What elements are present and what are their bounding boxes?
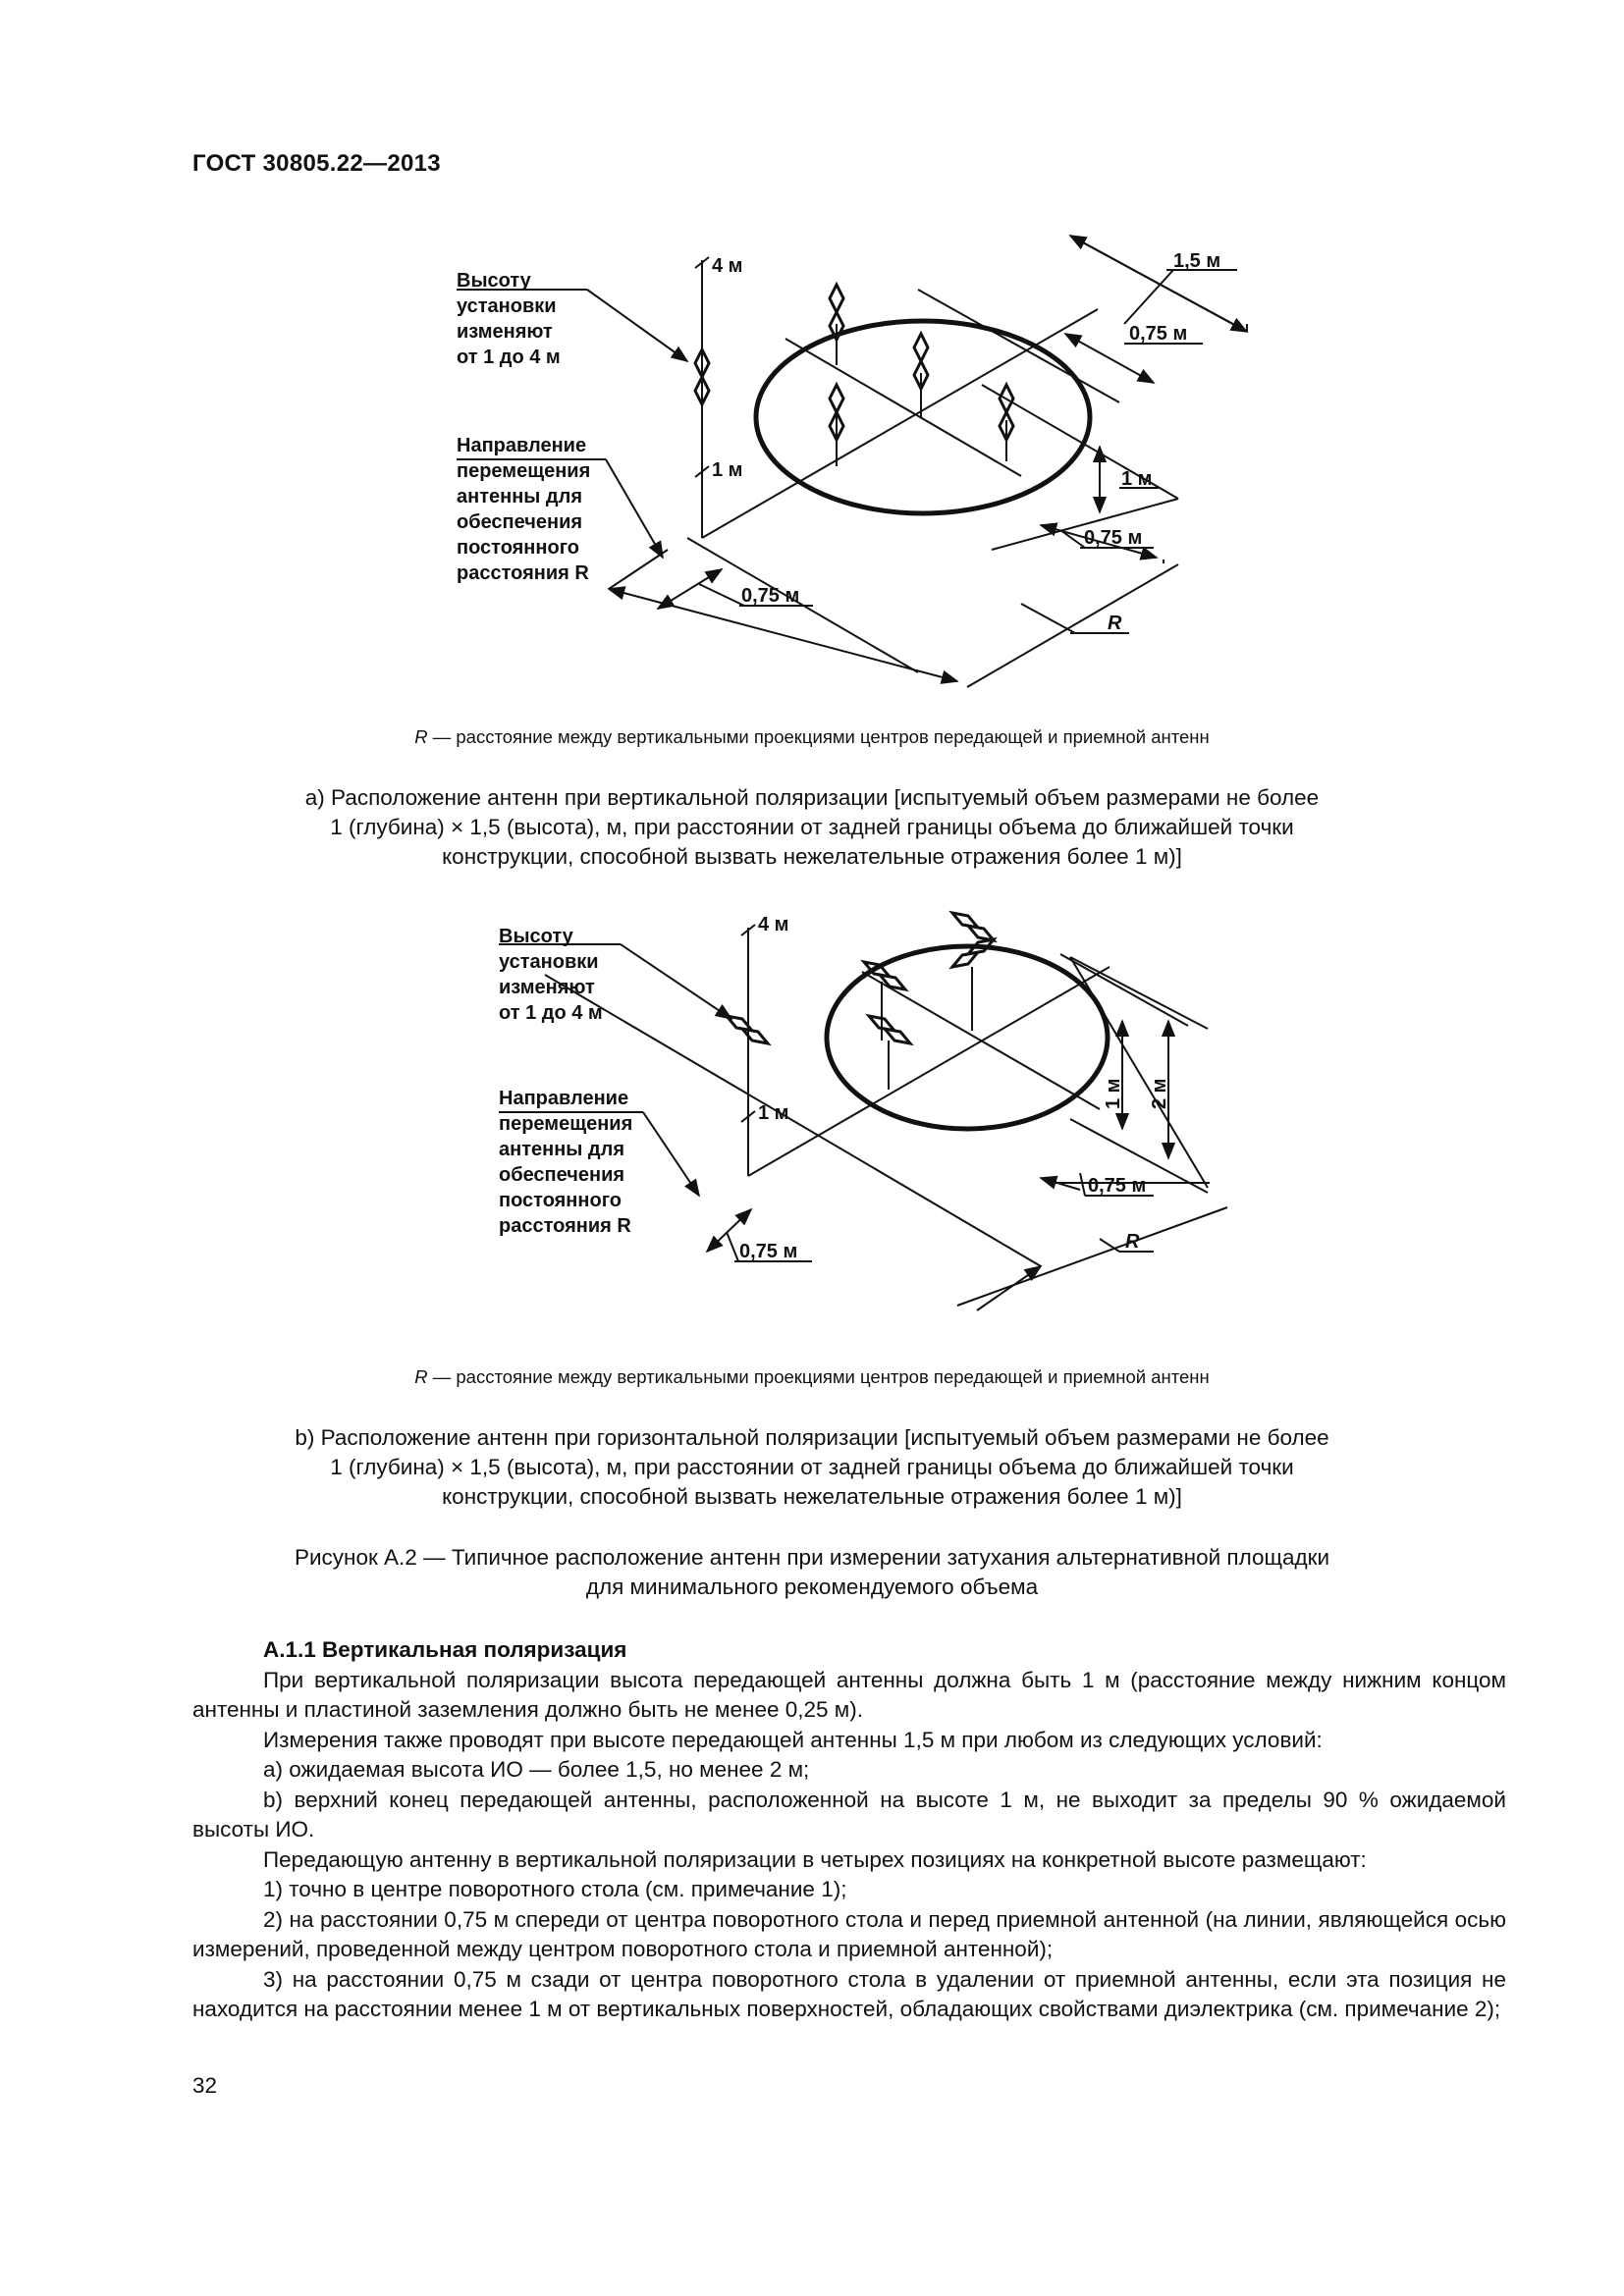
dim-4m-label: 4 м bbox=[758, 914, 789, 935]
figure-title-line: Рисунок А.2 — Типичное расположение антенн при измерении затухания альтернативной площадки bbox=[294, 1545, 1330, 1570]
page-number: 32 bbox=[192, 2073, 218, 2098]
direction-note-line4: обеспечения bbox=[499, 1164, 625, 1186]
direction-note-line5: постоянного bbox=[499, 1190, 622, 1211]
dim-075-left-label: 0,75 м bbox=[739, 1241, 798, 1262]
paragraph: b) верхний конец передающей антенны, расположенной на высоте 1 м, не выходит за пределы 90 % ожидаемой высоты ИО. bbox=[192, 1787, 1506, 1842]
legend-variable: R bbox=[414, 726, 428, 747]
caption-line: b) Расположение антенн при горизонтальной поляризации [испытуемый объем размерами не более bbox=[295, 1425, 1329, 1450]
legend-text: — расстояние между вертикальными проекциями центров передающей и приемной антенн bbox=[427, 726, 1210, 747]
dim-2m-vert-label: 2 м bbox=[1149, 1078, 1170, 1109]
height-note-line2: установки bbox=[499, 951, 599, 973]
dim-075-right-label: 0,75 м bbox=[1084, 527, 1143, 549]
section-body bbox=[192, 1635, 1506, 2025]
document-header: ГОСТ 30805.22—2013 bbox=[192, 150, 441, 177]
paragraph: Передающую антенну в вертикальной поляризации в четырех позициях на конкретной высоте размещают: bbox=[263, 1846, 1367, 1872]
caption-line: 1 (глубина) × 1,5 (высота), м, при расстоянии от задней границы объема до ближайшей точки bbox=[330, 815, 1294, 839]
dim-075-right-label: 0,75 м bbox=[1088, 1175, 1147, 1197]
direction-note-line6: расстояния R bbox=[457, 562, 589, 584]
dim-075-top-label: 0,75 м bbox=[1129, 323, 1188, 345]
direction-note-line2: перемещения bbox=[499, 1113, 633, 1135]
dim-r-label: R bbox=[1108, 613, 1122, 634]
caption-line: конструкции, способной вызвать нежелательные отражения более 1 м)] bbox=[442, 1484, 1182, 1509]
direction-note-line6: расстояния R bbox=[499, 1215, 631, 1237]
direction-note-line5: постоянного bbox=[457, 537, 579, 559]
section-heading: А.1.1 Вертикальная поляризация bbox=[263, 1637, 627, 1662]
height-note-line3: изменяют bbox=[457, 321, 553, 343]
legend-text: — расстояние между вертикальными проекциями центров передающей и приемной антенн bbox=[427, 1366, 1210, 1387]
direction-note-line1: Направление bbox=[457, 435, 587, 456]
direction-note-line3: антенны для bbox=[457, 486, 582, 507]
caption-line: конструкции, способной вызвать нежелательные отражения более 1 м)] bbox=[442, 844, 1182, 869]
dim-r-label: R bbox=[1125, 1231, 1140, 1253]
paragraph: 2) на расстоянии 0,75 м спереди от центра поворотного стола и перед приемной антенной (на линии, являющейся осью измерений, проведенной между центром поворотного стола и приемной антенной); bbox=[192, 1906, 1506, 1961]
figure-title bbox=[192, 1543, 1432, 1602]
caption-line: 1 (глубина) × 1,5 (высота), м, при расстоянии от задней границы объема до ближайшей точки bbox=[330, 1455, 1294, 1479]
legend-variable: R bbox=[414, 1366, 428, 1387]
height-note-line4: от 1 до 4 м bbox=[499, 1002, 603, 1024]
dim-1m-mast-label: 1 м bbox=[712, 459, 743, 481]
paragraph: Измерения также проводят при высоте передающей антенны 1,5 м при любом из следующих условий: bbox=[263, 1727, 1323, 1752]
paragraph: а) ожидаемая высота ИО — более 1,5, но менее 2 м; bbox=[263, 1757, 810, 1782]
caption-line: а) Расположение антенн при вертикальной поляризации [испытуемый объем размерами не более bbox=[304, 785, 1320, 810]
direction-note-line4: обеспечения bbox=[457, 511, 583, 533]
dim-1m-mast-label: 1 м bbox=[758, 1102, 789, 1124]
figure-b-legend bbox=[192, 1366, 1432, 1388]
height-note-line1: Высоту bbox=[499, 926, 573, 947]
dim-075-left-label: 0,75 м bbox=[741, 585, 800, 607]
paragraph: 1) точно в центре поворотного стола (см. примечание 1); bbox=[263, 1877, 847, 1901]
figure-title-line: для минимального рекомендуемого объема bbox=[585, 1575, 1039, 1599]
height-note-line1: Высоту bbox=[457, 270, 531, 292]
dim-15m-label: 1,5 м bbox=[1173, 250, 1221, 272]
dim-1m-vert-label: 1 м bbox=[1103, 1078, 1124, 1109]
height-note-line2: установки bbox=[457, 295, 557, 317]
height-note-line3: изменяют bbox=[499, 977, 595, 998]
paragraph: 3) на расстоянии 0,75 м сзади от центра поворотного стола в удалении от приемной антенны, если эта позиция не находится на расстоянии менее 1 м от вертикальных поверхностей, обладающих свойствами диэлектрика (см. примечание 2); bbox=[192, 1966, 1506, 2021]
paragraph: При вертикальной поляризации высота передающей антенны должна быть 1 м (расстояние между нижним концом антенны и пластиной заземления должно быть не менее 0,25 м). bbox=[192, 1667, 1506, 1722]
direction-note-line2: перемещения bbox=[457, 460, 591, 482]
dim-1m-right-label: 1 м bbox=[1121, 468, 1153, 490]
height-note-line4: от 1 до 4 м bbox=[457, 347, 561, 368]
figure-b-caption bbox=[192, 1423, 1432, 1512]
direction-note-line3: антенны для bbox=[499, 1139, 624, 1160]
direction-note-line1: Направление bbox=[499, 1088, 629, 1109]
dim-4m-label: 4 м bbox=[712, 255, 743, 277]
